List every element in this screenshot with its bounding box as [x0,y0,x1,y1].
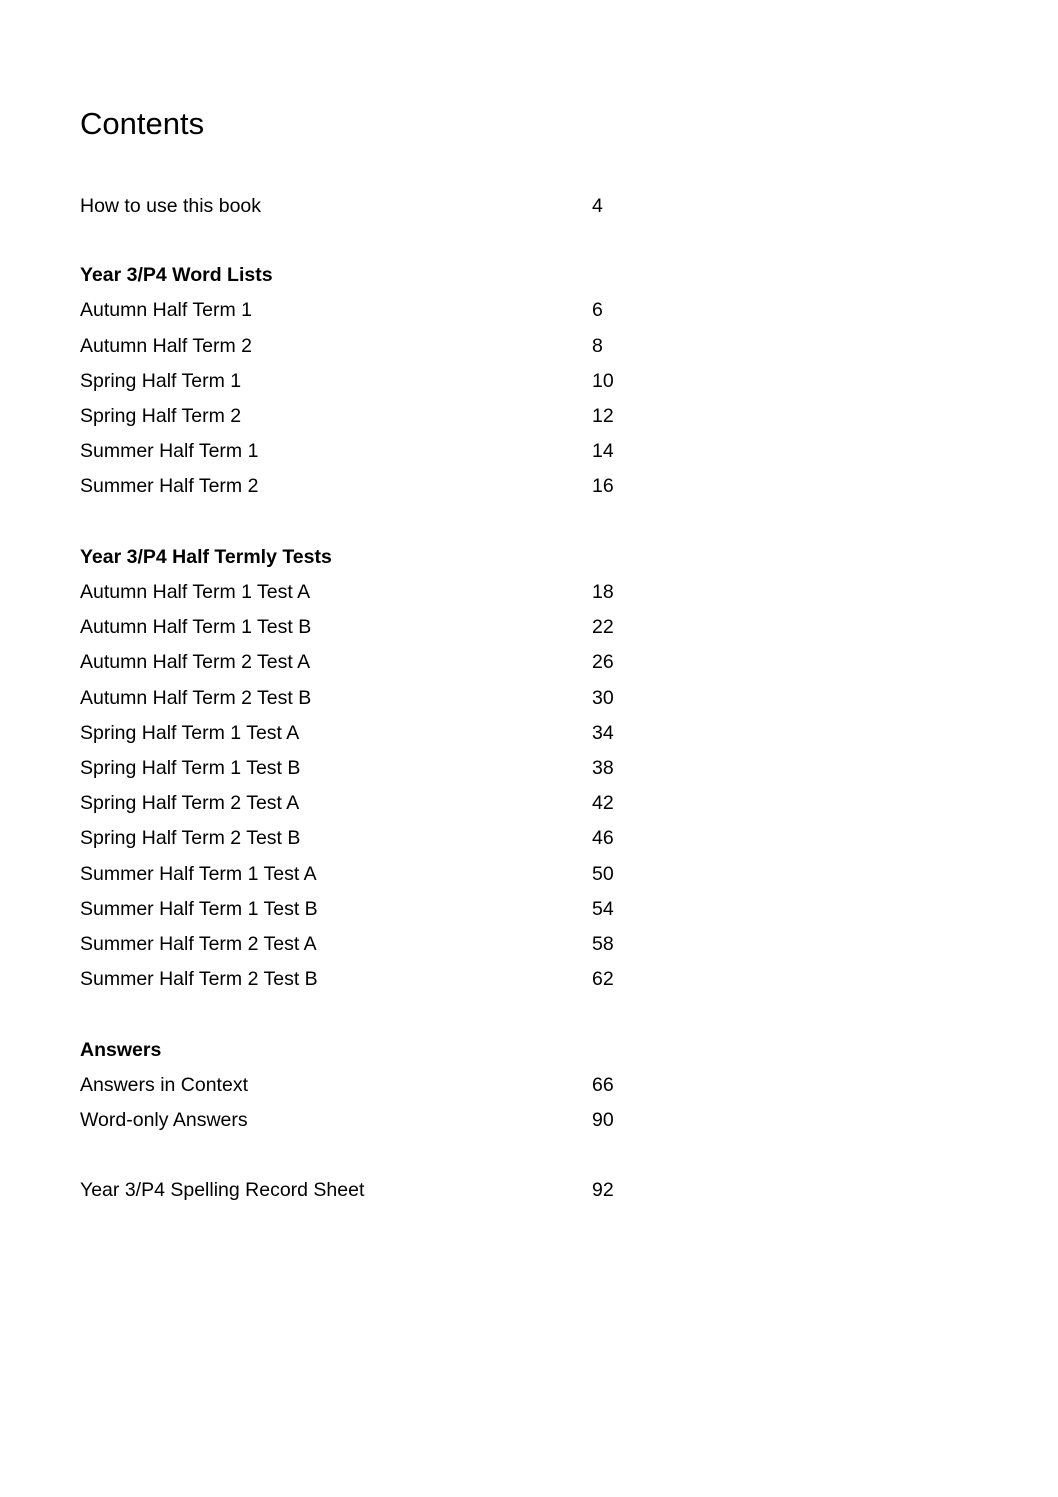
toc-entry-label: Autumn Half Term 2 Test A [80,651,311,673]
toc-entry [80,821,640,856]
toc-entry-label: Spring Half Term 2 [80,405,242,427]
toc-entry-page: 42 [592,792,614,814]
toc-entry-page: 90 [592,1109,614,1131]
section-heading-answers: Answers [80,1039,162,1061]
toc-entry [80,469,640,504]
toc-entry-page: 18 [592,581,614,603]
toc-entry [80,857,640,892]
toc-entry-record-sheet [80,1173,640,1208]
toc-entry [80,329,640,364]
toc-entry-page: 8 [592,335,603,357]
toc-entry-page: 92 [592,1179,614,1201]
section-heading-word-lists: Year 3/P4 Word Lists [80,264,273,286]
toc-entry [80,1068,640,1103]
toc-entry [80,293,640,328]
page-title: Contents [80,106,205,141]
toc-entry-label: Word-only Answers [80,1109,248,1131]
toc-entry-label: Spring Half Term 1 Test B [80,757,301,779]
toc-entry-label: Year 3/P4 Spelling Record Sheet [80,1179,365,1201]
toc-entry-page: 16 [592,475,614,497]
toc-entry-page: 4 [592,195,603,217]
toc-entry-page: 66 [592,1074,614,1096]
toc-entry-page: 34 [592,722,614,744]
toc-entry [80,786,640,821]
toc-entry [80,434,640,469]
toc-entry-how-to-use [80,189,640,224]
toc-entry-page: 26 [592,651,614,673]
toc-entry-label: Summer Half Term 2 Test A [80,933,317,955]
toc-entry-label: Spring Half Term 1 [80,370,242,392]
toc-entry [80,645,640,680]
toc-entry-page: 38 [592,757,614,779]
toc-entry-label: Summer Half Term 2 Test B [80,968,318,990]
toc-entry [80,751,640,786]
toc-entry-label: Autumn Half Term 2 Test B [80,687,312,709]
toc-entry-label: Autumn Half Term 2 [80,335,252,357]
toc-entry-label: Spring Half Term 1 Test A [80,722,300,744]
toc-entry-page: 12 [592,405,614,427]
toc-entry-page: 10 [592,370,614,392]
toc-entry-page: 50 [592,863,614,885]
toc-entry-label: Summer Half Term 1 Test A [80,863,317,885]
section-heading-half-termly-tests: Year 3/P4 Half Termly Tests [80,546,332,568]
toc-entry [80,399,640,434]
toc-entry-label: Autumn Half Term 1 Test B [80,616,312,638]
toc-entry-label: Summer Half Term 2 [80,475,259,497]
toc-entry-page: 14 [592,440,614,462]
toc-entry-page: 58 [592,933,614,955]
toc-entry-page: 6 [592,299,603,321]
toc-entry-label: Autumn Half Term 1 [80,299,252,321]
toc-entry-label: Spring Half Term 2 Test B [80,827,301,849]
toc-entry [80,892,640,927]
toc-entry [80,681,640,716]
toc-entry [80,1103,640,1138]
toc-entry-label: How to use this book [80,195,262,217]
toc-entry-page: 22 [592,616,614,638]
toc-entry [80,927,640,962]
toc-entry-label: Summer Half Term 1 [80,440,259,462]
toc-entry [80,364,640,399]
toc-entry-page: 30 [592,687,614,709]
toc-entry-page: 54 [592,898,614,920]
toc-entry-label: Summer Half Term 1 Test B [80,898,318,920]
toc-entry-page: 46 [592,827,614,849]
toc-entry-page: 62 [592,968,614,990]
toc-entry [80,716,640,751]
toc-entry [80,962,640,997]
toc-entry [80,575,640,610]
toc-entry-label: Autumn Half Term 1 Test A [80,581,311,603]
toc-entry [80,610,640,645]
toc-entry-label: Answers in Context [80,1074,248,1096]
toc-entry-label: Spring Half Term 2 Test A [80,792,300,814]
